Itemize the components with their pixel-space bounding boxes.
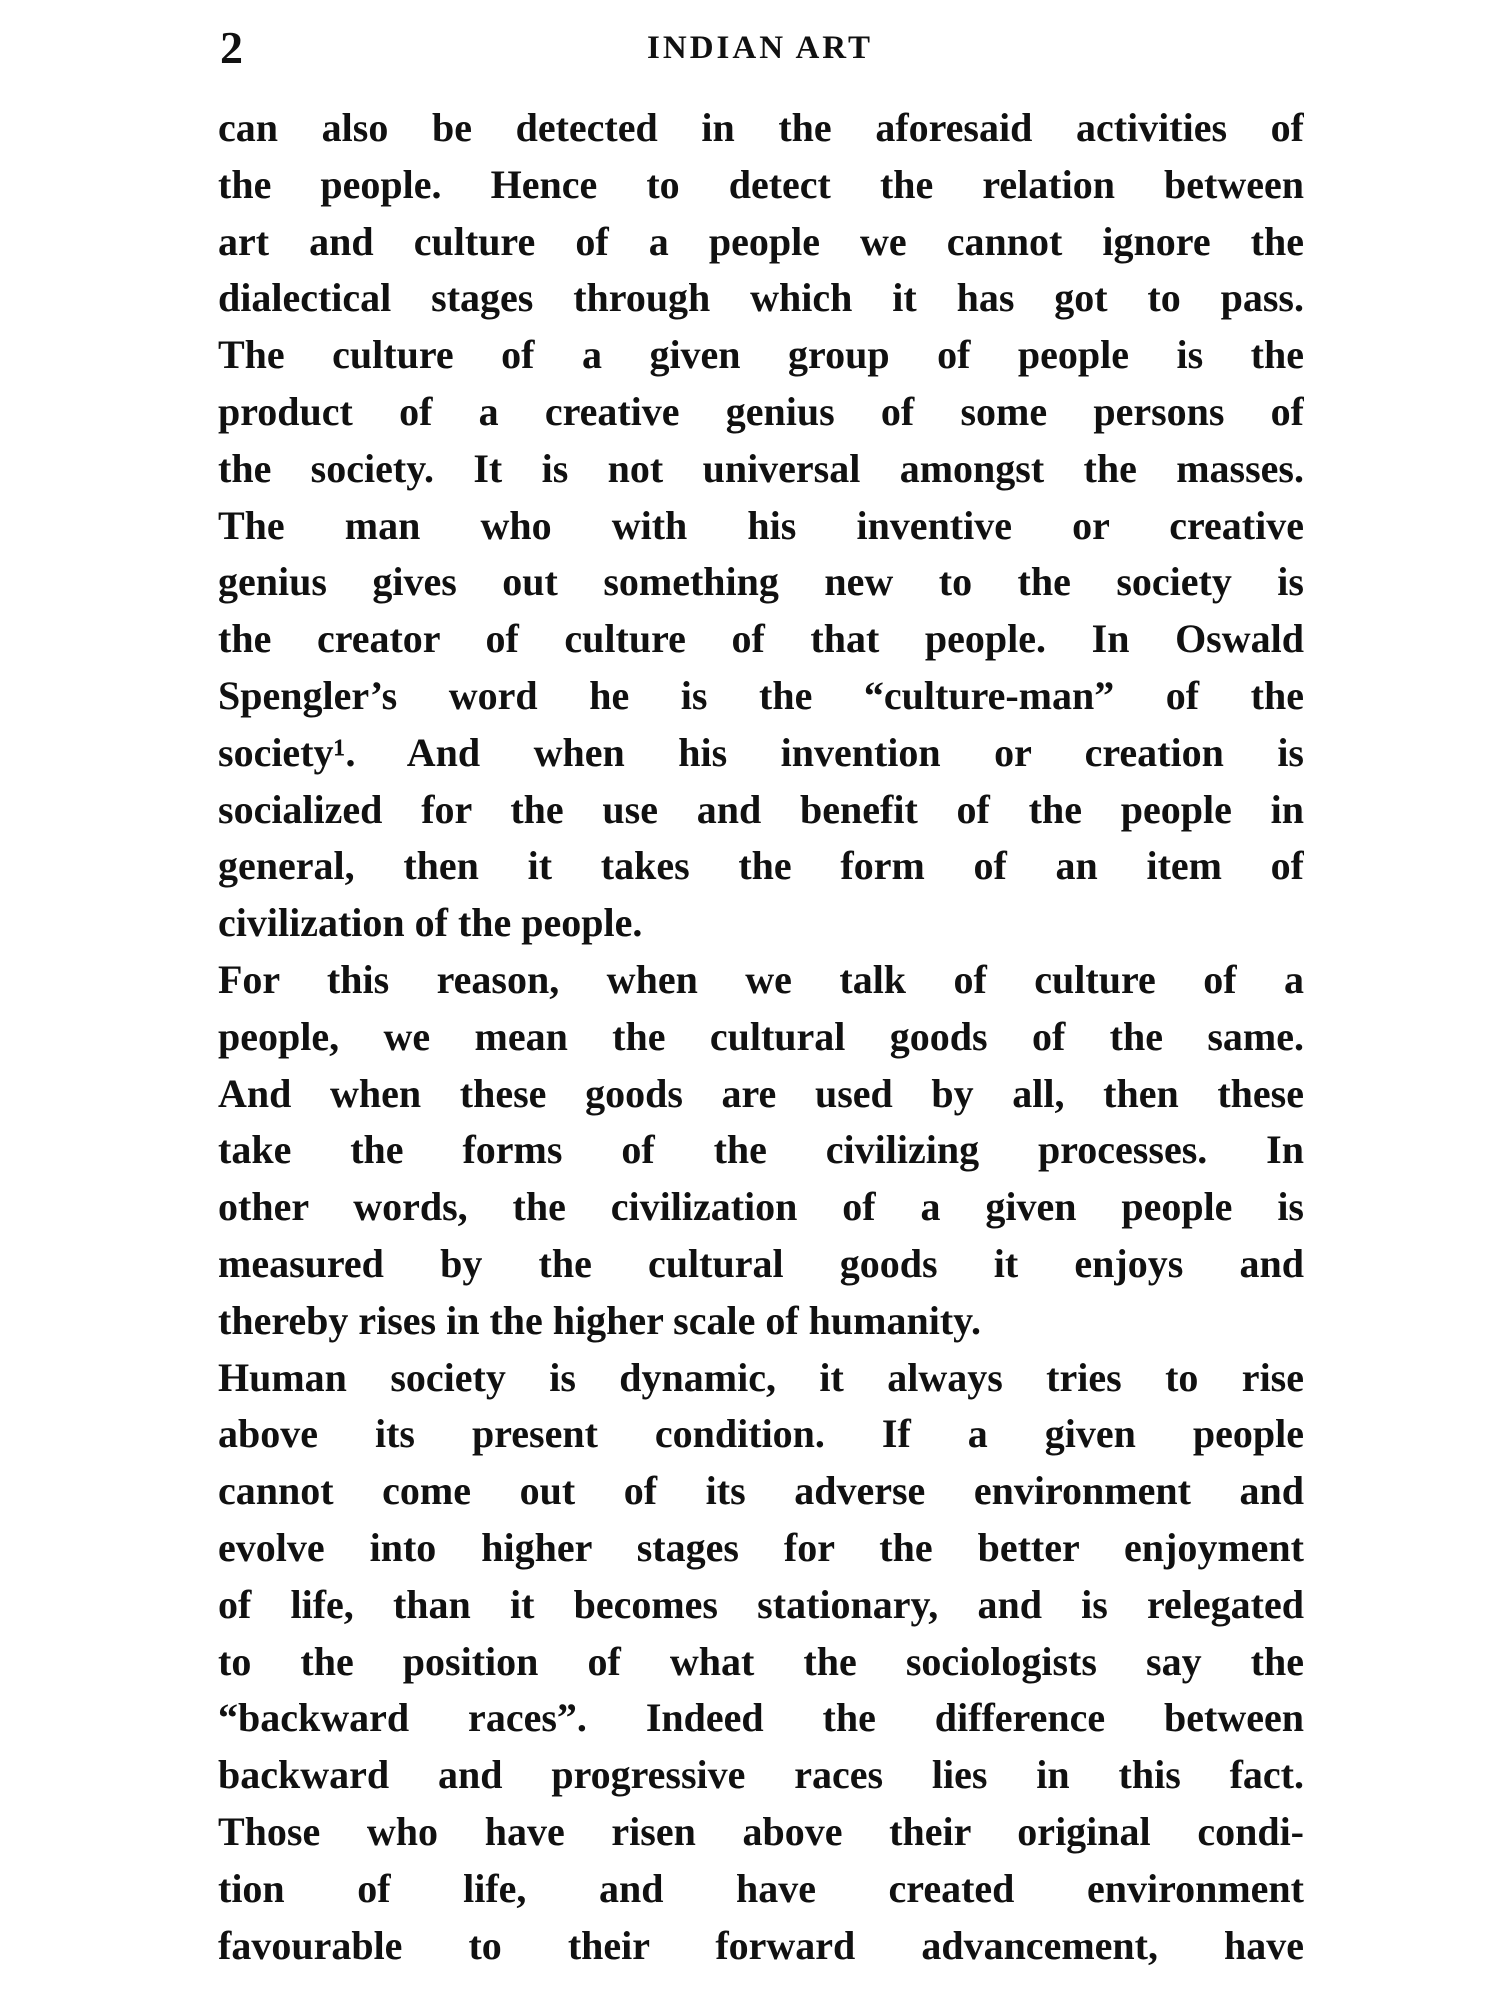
text-line: civilization of the people. — [218, 900, 643, 946]
page-header — [220, 18, 1300, 78]
text-line: The culture of a given group of people is the — [218, 332, 1304, 378]
text-line: measured by the cultural goods it enjoys and — [218, 1240, 1304, 1286]
text-line: tion of life, and have created environment — [218, 1865, 1304, 1911]
text-line: For this reason, when we talk of culture of a — [218, 956, 1304, 1002]
running-head: INDIAN ART — [647, 30, 873, 66]
text-line: art and culture of a people we cannot ignore the — [218, 218, 1304, 264]
text-line: evolve into higher stages for the better enjoyment — [218, 1524, 1304, 1570]
text-line: people, we mean the cultural goods of the same. — [218, 1013, 1304, 1059]
text-line: society¹. And when his invention or creation is — [218, 729, 1304, 775]
text-line: socialized for the use and benefit of the people in — [218, 786, 1304, 832]
text-line: the society. It is not universal amongst the masses. — [218, 445, 1304, 491]
text-line: take the forms of the civilizing processes. In — [218, 1127, 1304, 1173]
text-line: “backward races”. Indeed the difference between — [218, 1695, 1304, 1741]
text-line: genius gives out something new to the society is — [218, 559, 1304, 605]
text-line: to the position of what the sociologists say the — [218, 1638, 1304, 1684]
text-line: other words, the civilization of a given people is — [218, 1184, 1304, 1230]
text-line: favourable to their forward advancement, have — [218, 1922, 1304, 1968]
text-line: Human society is dynamic, it always tries to rise — [218, 1354, 1304, 1400]
body-text — [218, 100, 1304, 1974]
text-line: Spengler’s word he is the “culture-man” of the — [218, 672, 1304, 718]
text-line: dialectical stages through which it has got to pass. — [218, 275, 1304, 321]
text-line: product of a creative genius of some persons of — [218, 388, 1304, 434]
text-line: thereby rises in the higher scale of humanity. — [218, 1297, 981, 1343]
text-line: Those who have risen above their original condi- — [218, 1808, 1304, 1854]
text-line: backward and progressive races lies in this fact. — [218, 1752, 1304, 1798]
text-line: cannot come out of its adverse environment and — [218, 1468, 1304, 1514]
text-line: the people. Hence to detect the relation between — [218, 161, 1304, 207]
text-line: can also be detected in the aforesaid activities of — [218, 105, 1304, 150]
text-line: the creator of culture of that people. In Oswald — [218, 616, 1304, 662]
text-line: above its present condition. If a given people — [218, 1411, 1304, 1457]
text-line: of life, than it becomes stationary, and is relegated — [218, 1581, 1304, 1627]
page-number: 2 — [220, 22, 243, 73]
text-line: The man who with his inventive or creative — [218, 502, 1304, 548]
text-line: And when these goods are used by all, then these — [218, 1070, 1304, 1116]
text-line: general, then it takes the form of an item of — [218, 843, 1304, 889]
